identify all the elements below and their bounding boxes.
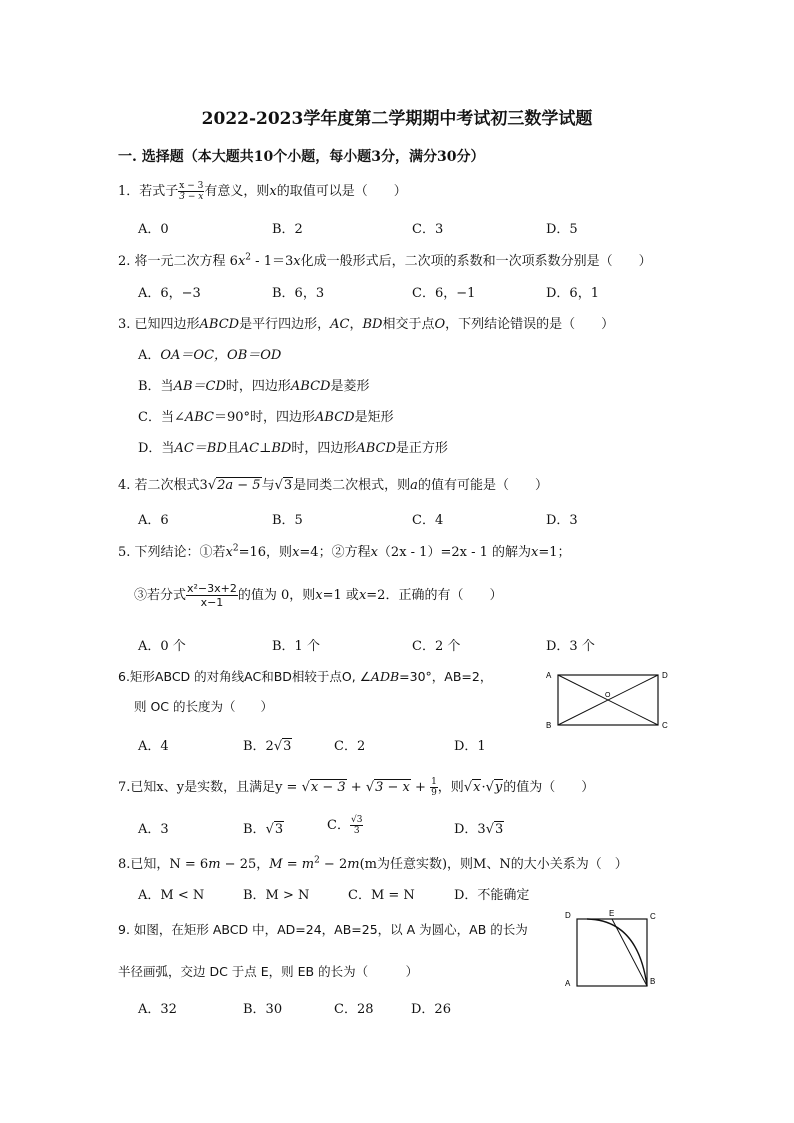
q6-option-b: B．2√3 bbox=[243, 739, 292, 754]
q1-option-a: A．0 bbox=[138, 222, 169, 237]
q8-option-a: A．M < N bbox=[138, 888, 205, 903]
label-a: A bbox=[546, 671, 552, 680]
question-9-line-1: 9. 如图，在矩形 ABCD 中，AD=24，AB=25，以 A 为圆心，AB 的长为 bbox=[118, 922, 528, 937]
question-4-stem: 4. 若二次根式3√2a − 5与√3是同类二次根式，则a的值有可能是（ ） bbox=[118, 478, 548, 493]
q9-option-b: B．30 bbox=[243, 1002, 283, 1017]
q5-option-a: A．0 个 bbox=[138, 639, 186, 654]
q3-option-c: C．当∠ABC＝90°时，四边形ABCD是矩形 bbox=[138, 410, 394, 425]
question-5-line-2: ③若分式 $\frac{\text{x²−3x+2}}{x-1}$ 的值为 0，则x=1 或x=2．正确的有（ ） bbox=[134, 582, 503, 609]
q8-option-b: B．M > N bbox=[243, 888, 310, 903]
label-d: D bbox=[662, 671, 668, 680]
q6-option-c: C．2 bbox=[334, 739, 366, 754]
q6-option-d: D．1 bbox=[454, 739, 486, 754]
question-6-line-2: 则 OC 的长度为（ ） bbox=[134, 699, 274, 714]
q3-option-d: D．当AC＝BD且AC⊥BD时，四边形ABCD是正方形 bbox=[138, 441, 448, 456]
question-9-line-2: 半径画弧，交边 DC 于点 E，则 EB 的长为（ ） bbox=[118, 964, 419, 979]
question-8-stem: 8.已知，N = 6m − 25，$M = m^2 - 2m(m$为任意实数)，则M、N的大小关系为（ ） bbox=[118, 855, 628, 872]
label-c: C bbox=[650, 912, 656, 921]
q2-option-a: A．6，−3 bbox=[138, 286, 201, 301]
rectangle-abcd bbox=[577, 919, 647, 986]
q1-option-c: C．3 bbox=[412, 222, 444, 237]
q7-option-d: D．3√3 bbox=[454, 822, 504, 837]
q9-option-a: A．32 bbox=[138, 1002, 177, 1017]
q1-option-d: D．5 bbox=[546, 222, 578, 237]
rectangle-arc-figure bbox=[560, 906, 670, 990]
q5-option-c: C．2 个 bbox=[412, 639, 461, 654]
q7-option-c: C． $\frac{√3}{3}$ bbox=[327, 815, 363, 836]
label-b: B bbox=[546, 721, 552, 730]
label-e: E bbox=[609, 909, 615, 918]
q8-option-d: D．不能确定 bbox=[454, 888, 530, 903]
question-7-stem: 7.已知x、y是实数，且满足y = √x − 3 + √3 − x + $\frac{1}{9}$ ，则√x·√y的值为（ ） bbox=[118, 777, 595, 798]
segment-eb bbox=[612, 919, 647, 986]
q2-option-d: D．6，1 bbox=[546, 286, 599, 301]
q3-option-a: A．OA＝OC，OB＝OD bbox=[138, 348, 282, 363]
label-b: B bbox=[650, 977, 656, 986]
q4-option-d: D．3 bbox=[546, 513, 578, 528]
q7-option-b: B．√3 bbox=[243, 822, 284, 837]
question-2-stem: 2. 将一元二次方程 $6x^2 - 1=3x$化成一般形式后，二次项的系数和一次项系数分别是（ ） bbox=[118, 252, 652, 269]
label-a: A bbox=[565, 979, 571, 988]
q1-option-b: B．2 bbox=[272, 222, 303, 237]
question-5-line-1: 5. 下列结论：①若$x^2=16$，则x=4；②方程x（2x - 1）=2x - 1 的解为x=1； bbox=[118, 543, 571, 560]
q3-option-b: B．当AB＝CD时，四边形ABCD是菱形 bbox=[138, 379, 370, 394]
q6-option-a: A．4 bbox=[138, 739, 169, 754]
q9-option-d: D．26 bbox=[411, 1002, 451, 1017]
q5-option-d: D．3 个 bbox=[546, 639, 595, 654]
question-3-stem: 3. 已知四边形ABCD是平行四边形，AC，BD相交于点O，下列结论错误的是（ ） bbox=[118, 317, 615, 332]
q4-option-b: B．5 bbox=[272, 513, 303, 528]
q5-option-b: B．1 个 bbox=[272, 639, 320, 654]
q2-option-c: C．6，−1 bbox=[412, 286, 476, 301]
q4-option-a: A．6 bbox=[138, 513, 169, 528]
question-1-stem: 1．若式子 $\frac{x - 3}{3 - x}$ 有意义，则x的取值可以是（ ） bbox=[118, 181, 407, 202]
label-c: C bbox=[662, 721, 668, 730]
page-title: 2022-2023学年度第二学期期中考试初三数学试题 bbox=[201, 109, 593, 129]
label-o: O bbox=[605, 692, 611, 699]
q9-option-c: C．28 bbox=[334, 1002, 374, 1017]
q8-option-c: C．M = N bbox=[348, 888, 415, 903]
q4-option-c: C．4 bbox=[412, 513, 444, 528]
q7-option-a: A．3 bbox=[138, 822, 169, 837]
label-d: D bbox=[565, 911, 571, 920]
rectangle-diagonals-figure bbox=[540, 664, 670, 732]
question-6-line-1: 6.矩形ABCD 的对角线AC和BD相较于点O, ∠ADB=30°，AB=2， bbox=[118, 669, 493, 684]
q2-option-b: B．6，3 bbox=[272, 286, 325, 301]
section-heading: 一. 选择题（本大题共10个小题，每小题3分，满分30分） bbox=[118, 149, 485, 165]
